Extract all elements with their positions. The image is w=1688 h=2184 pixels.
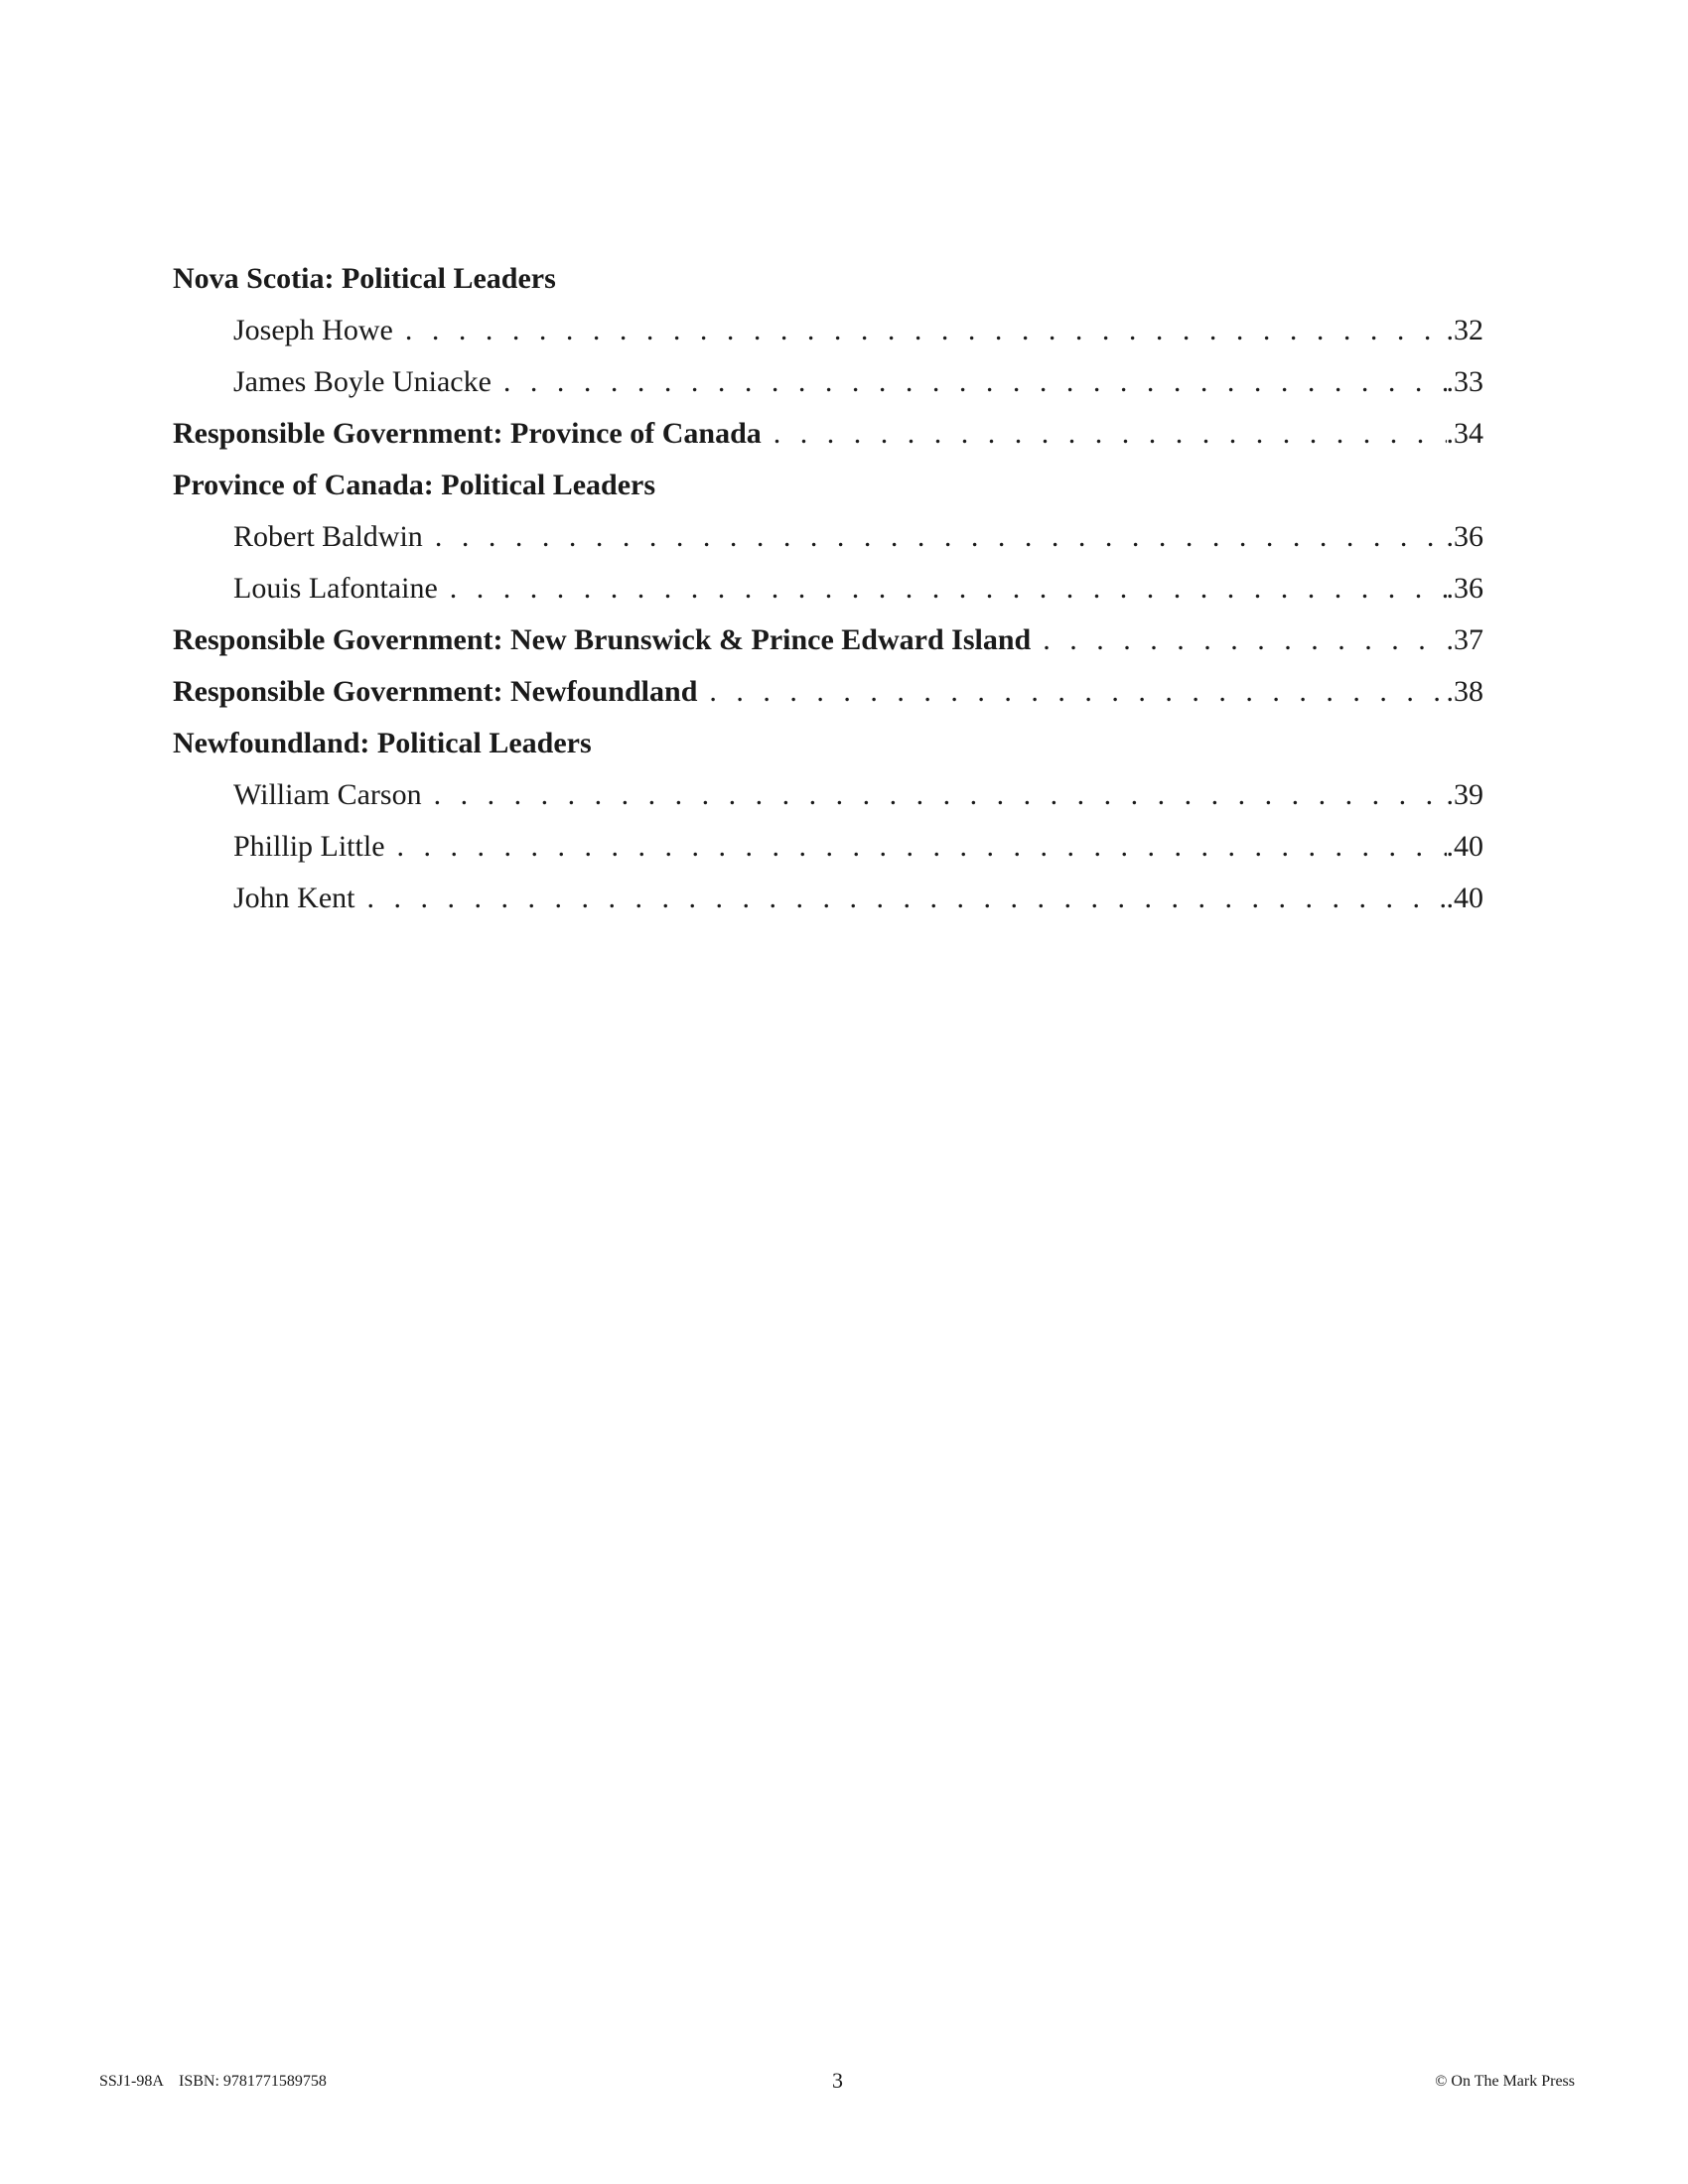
toc-title: Responsible Government: Newfoundland bbox=[173, 675, 698, 708]
toc-title: Joseph Howe bbox=[233, 314, 393, 346]
toc-entry bbox=[173, 778, 1483, 830]
dot-leader bbox=[434, 778, 1447, 812]
table-of-contents bbox=[173, 262, 1483, 933]
dot-leader bbox=[1043, 623, 1446, 657]
toc-title: William Carson bbox=[233, 778, 422, 811]
dot-leader bbox=[397, 830, 1447, 864]
toc-title: Responsible Government: New Brunswick & Prince Edward Island bbox=[173, 623, 1032, 656]
toc-page-number: .37 bbox=[1446, 623, 1483, 656]
dot-leader bbox=[450, 572, 1447, 606]
toc-entry bbox=[173, 882, 1483, 933]
toc-title: Louis Lafontaine bbox=[233, 572, 438, 605]
dot-leader bbox=[367, 882, 1447, 915]
toc-page-number: .36 bbox=[1446, 572, 1483, 605]
toc-title: Newfoundland: Political Leaders bbox=[173, 727, 592, 759]
toc-page-number: .33 bbox=[1446, 365, 1483, 398]
toc-entry bbox=[173, 520, 1483, 572]
dot-leader bbox=[503, 365, 1447, 399]
toc-heading bbox=[173, 469, 1483, 520]
toc-title: Phillip Little bbox=[233, 830, 385, 863]
toc-entry bbox=[173, 314, 1483, 365]
footer-page-number: 3 bbox=[832, 2068, 843, 2093]
toc-page-number: .32 bbox=[1446, 314, 1483, 346]
toc-title: John Kent bbox=[233, 882, 355, 914]
toc-page-number: .36 bbox=[1446, 520, 1483, 553]
dot-leader bbox=[435, 520, 1447, 554]
toc-heading bbox=[173, 623, 1483, 675]
toc-page-number: .40 bbox=[1446, 882, 1483, 914]
toc-title: Province of Canada: Political Leaders bbox=[173, 469, 656, 501]
toc-page-number: .40 bbox=[1446, 830, 1483, 863]
toc-page-number: .39 bbox=[1446, 778, 1483, 811]
toc-entry bbox=[173, 365, 1483, 417]
toc-page-number: .34 bbox=[1446, 417, 1483, 450]
toc-heading bbox=[173, 262, 1483, 314]
toc-page-number: .38 bbox=[1446, 675, 1483, 708]
toc-title: Responsible Government: Province of Canada bbox=[173, 417, 762, 450]
footer-product-code: SSJ1-98A ISBN: 9781771589758 bbox=[99, 2073, 327, 2090]
toc-heading bbox=[173, 727, 1483, 778]
toc-title: James Boyle Uniacke bbox=[233, 365, 492, 398]
toc-entry bbox=[173, 830, 1483, 882]
toc-title: Nova Scotia: Political Leaders bbox=[173, 262, 556, 295]
toc-heading bbox=[173, 675, 1483, 727]
toc-heading bbox=[173, 417, 1483, 469]
toc-entry bbox=[173, 572, 1483, 623]
dot-leader bbox=[405, 314, 1447, 347]
footer-publisher: © On The Mark Press bbox=[1435, 2073, 1575, 2090]
dot-leader bbox=[774, 417, 1447, 451]
dot-leader bbox=[709, 675, 1446, 709]
toc-title: Robert Baldwin bbox=[233, 520, 423, 553]
